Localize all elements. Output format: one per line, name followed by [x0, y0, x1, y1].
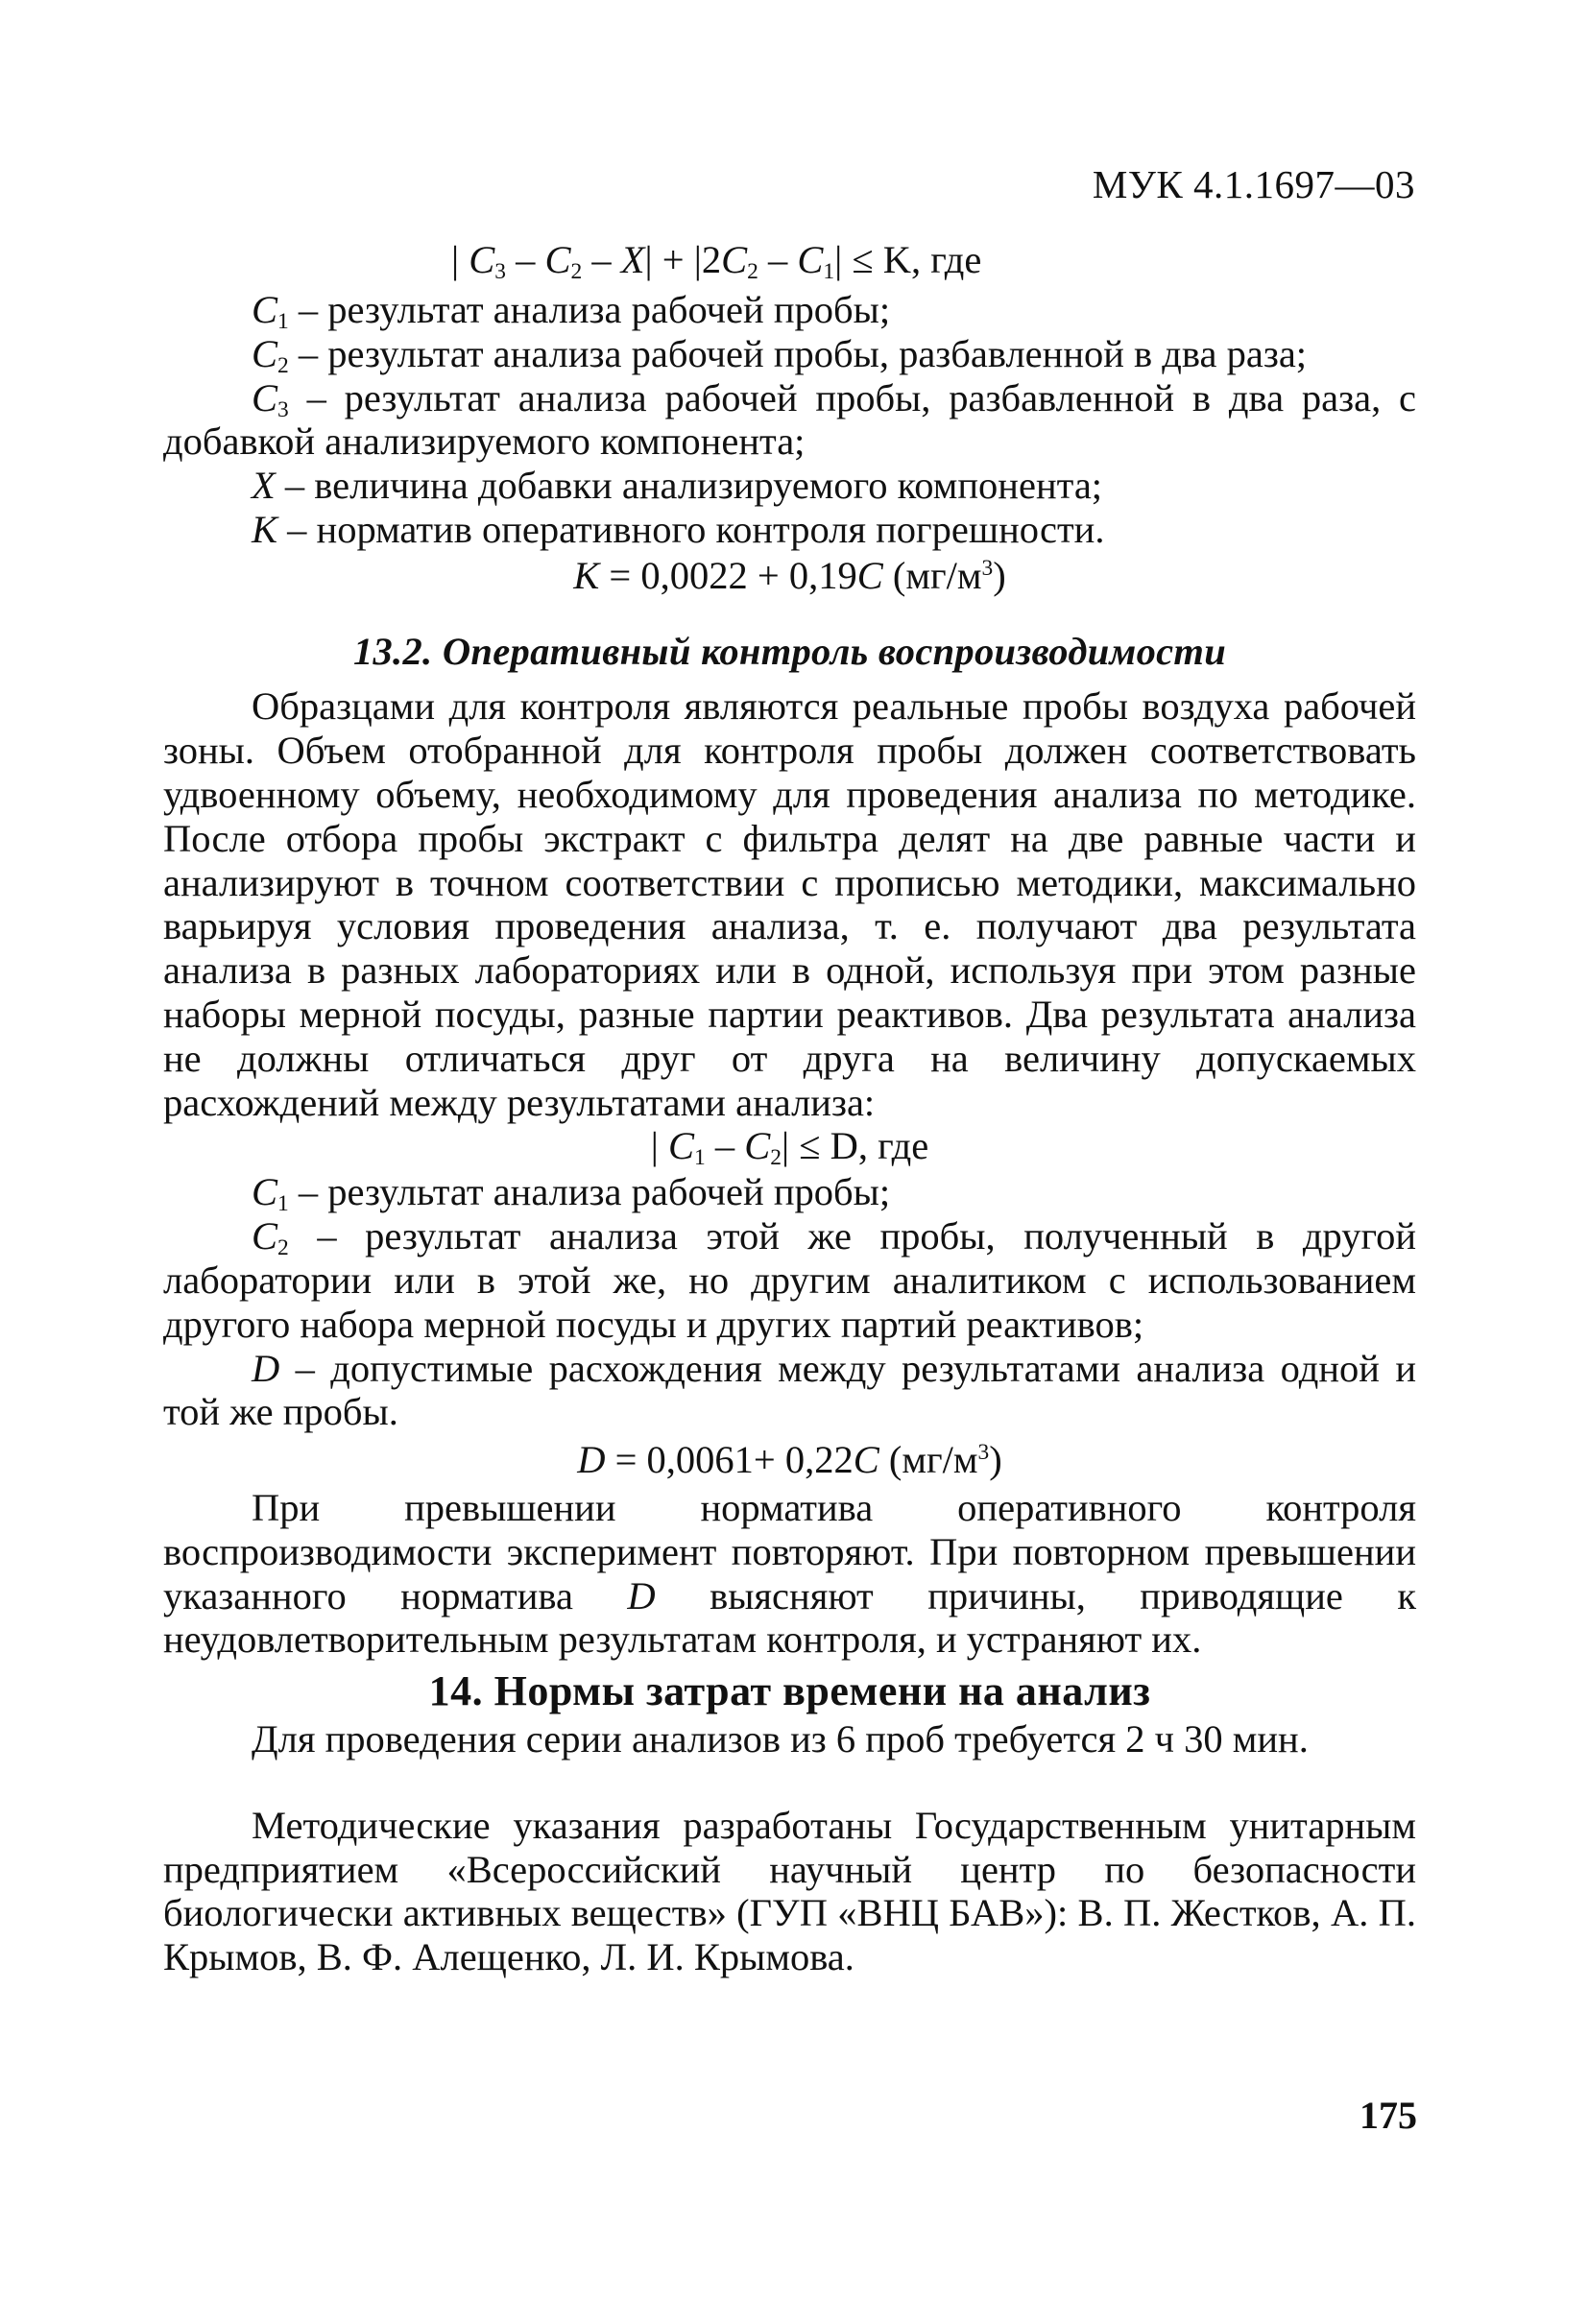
formula-d-condition-suffix: ≤ D, где: [789, 1124, 929, 1168]
section-14-heading: 14. Нормы затрат времени на анализ: [428, 1667, 1151, 1715]
definition-d: D – допустимые расхождения между результатами анализа одной и той же пробы.: [163, 1346, 1416, 1434]
page-number: 175: [1359, 2094, 1417, 2137]
page-body: [163, 238, 1416, 1979]
definition-x: X – величина добавки анализируемого компонента;: [252, 464, 1103, 508]
subsection-heading: 13.2. Оперативный контроль воспроизводимости: [352, 629, 1227, 673]
repeat-paragraph: При превышении норматива оперативного контроля воспроизводимости эксперимент повторяют. При повторном превышении указанного норматива D выясняют причины, приводящие к неудовлетворительным результатам контроля, и устраняют их.: [163, 1485, 1416, 1662]
definition-c3: $C_3$ – результат анализа рабочей пробы, разбавленной в два раза, с добавкой анализируемого компонента;: [163, 375, 1416, 464]
credits-paragraph: Методические указания разработаны Государственным унитарным предприятием «Всероссийский научный центр по безопасности биологически активных веществ» (ГУП «ВНЦ БАВ»): В. П. Жестков, А. П. Крымов, В. Ф. Алещенко, Л. И. Крымова.: [163, 1803, 1416, 1979]
formula-k: K = 0,0022 + 0,19C $(мг/м^3)$: [573, 553, 1006, 597]
definition-c1-repro: $C_1$ – результат анализа рабочей пробы;: [252, 1170, 891, 1217]
definition-c2: $C_2$ – результат анализа рабочей пробы, разбавленной в два раза;: [252, 331, 1308, 378]
formula-control-error: | $C_3 - C_2 - X| + |2C_2 - C_1| \le K$, где: [451, 238, 982, 284]
definition-c2-repro: $C_2$ – результат анализа этой же пробы, полученный в другой лаборатории или в этой же, но другим аналитиком с использованием другого набора мерной посуды и других партий реактивов;: [163, 1214, 1416, 1346]
reproducibility-paragraph: Образцами для контроля являются реальные пробы воздуха рабочей зоны. Объем отобранной для контроля пробы должен соответствовать удвоенному объему, необходимому для проведения анализа по методике. После отбора пробы экстракт с фильтра делят на две равные части и анализируют в точном соответствии с прописью методики, максимально варьируя условия проведения анализа, т. е. получают два результата анализа в разных лабораториях или в одной, используя при этом разные наборы мерной посуды, разные партии реактивов. Два результата анализа не должны отличаться друг от друга на величину допускаемых расхождений между результатами анализа:: [163, 684, 1416, 1124]
definition-k: K – норматив оперативного контроля погрешности.: [252, 507, 1105, 551]
definition-c1: $C_1$ – результат анализа рабочей пробы;: [252, 288, 891, 334]
section-14-text: Для проведения серии анализов из 6 проб требуется 2 ч 30 мин.: [252, 1716, 1309, 1761]
formula-control-error-suffix: ≤ K, где: [842, 238, 982, 281]
document-code: МУК 4.1.1697—03: [1092, 162, 1415, 206]
formula-d: D = 0,0061+ 0,22C $(мг/м^3)$: [577, 1438, 1002, 1482]
formula-d-condition: | $C_1 - C_2| \le D$, где: [650, 1124, 929, 1171]
